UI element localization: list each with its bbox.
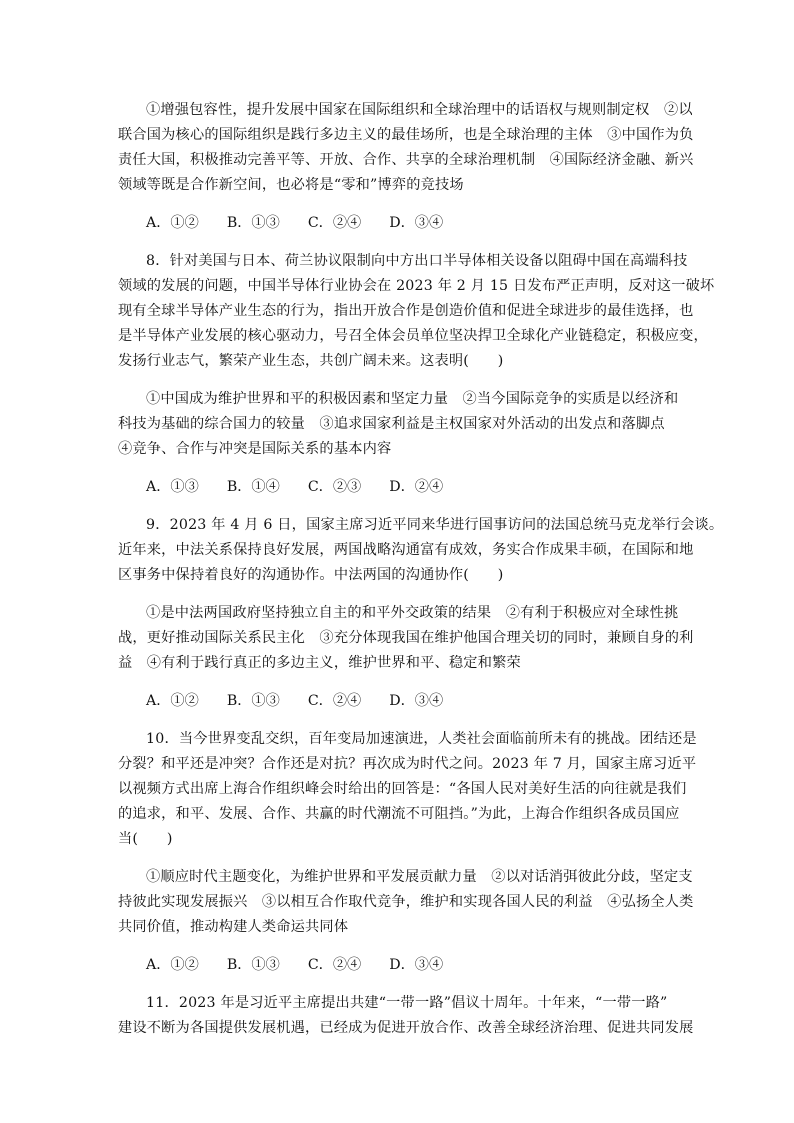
option-a[interactable]: A．①② bbox=[146, 215, 199, 231]
q10-items bbox=[118, 865, 694, 940]
q9-stem bbox=[118, 513, 724, 588]
q10-stem bbox=[118, 727, 697, 852]
q8-options bbox=[118, 475, 678, 500]
option-d[interactable]: D．③④ bbox=[389, 957, 444, 973]
option-a[interactable]: A．①③ bbox=[146, 479, 199, 495]
document-page bbox=[118, 98, 724, 1054]
text-line: 建设不断为各国提供发展机遇，已经成为促进开放合作、改善全球经济治理、促进共同发展 bbox=[118, 1020, 694, 1036]
q7-items bbox=[118, 98, 694, 198]
q8-items bbox=[118, 387, 678, 462]
option-b[interactable]: B．①③ bbox=[226, 693, 280, 709]
text-line: ④竞争、合作与冲突是国际关系的基本内容 bbox=[118, 441, 392, 457]
option-a[interactable]: A．①② bbox=[146, 957, 199, 973]
text-line: 区事务中保持着良好的沟通协作。中法两国的沟通协作( ) bbox=[118, 567, 504, 583]
option-a[interactable]: A．①② bbox=[146, 693, 199, 709]
text-line: 现有全球半导体产业生态的行为，指出开放合作是创造价值和促进全球进步的最佳选择，也 bbox=[118, 303, 694, 319]
q8-stem-text bbox=[118, 249, 715, 374]
text-line: 10．当今世界变乱交织，百年变局加速演进，人类社会面临前所未有的挑战。团结还是 bbox=[146, 731, 697, 747]
text-line: 以视频方式出席上海合作组织峰会时给出的回答是：“各国人民对美好生活的向往就是我们 bbox=[118, 781, 687, 797]
q10-stem-text bbox=[118, 727, 697, 852]
text-line: 当( ) bbox=[118, 831, 173, 847]
q7-items-text bbox=[118, 98, 694, 198]
option-d[interactable]: D．③④ bbox=[389, 215, 444, 231]
q9-items bbox=[118, 601, 694, 676]
text-line: 科技为基础的综合国力的较量 ③追求国家利益是主权国家对外活动的出发点和落脚点 bbox=[118, 416, 665, 432]
q10-items-text bbox=[118, 865, 694, 940]
text-line: 领域等既是合作新空间，也必将是“零和”博弈的竞技场 bbox=[118, 177, 464, 193]
text-line: 8．针对美国与日本、荷兰协议限制向中方出口半导体相关设备以阻碍中国在高端科技 bbox=[146, 253, 688, 269]
text-line: ①是中法两国政府坚持独立自主的和平外交政策的结果 ②有利于积极应对全球性挑 bbox=[146, 605, 679, 621]
q8-items-text bbox=[118, 387, 678, 462]
text-line: 的追求，和平、发展、合作、共赢的时代潮流不可阻挡。”为此，上海合作组织各成员国应 bbox=[118, 806, 680, 822]
q7-options bbox=[118, 211, 678, 236]
option-d[interactable]: D．③④ bbox=[389, 693, 444, 709]
text-line: 领域的发展的问题，中国半导体行业协会在 2023 年 2 月 15 日发布严正声明，反对这一破坏 bbox=[118, 278, 715, 294]
text-line: 发扬行业志气，繁荣产业生态，共创广阔未来。这表明( ) bbox=[118, 353, 504, 369]
text-line: 9．2023 年 4 月 6 日，国家主席习近平同来华进行国事访问的法国总统马克龙举行会谈。 bbox=[146, 517, 724, 533]
text-line: ①中国成为维护世界和平的积极因素和坚定力量 ②当今国际竞争的实质是以经济和 bbox=[146, 391, 679, 407]
q8-stem bbox=[118, 249, 715, 374]
option-b[interactable]: B．①③ bbox=[226, 215, 280, 231]
text-line: 是半导体产业发展的核心驱动力，号召全体会员单位坚决捍卫全球化产业链稳定，积极应变， bbox=[118, 328, 708, 344]
q11-stem-text bbox=[118, 991, 694, 1041]
option-c[interactable]: C．②④ bbox=[307, 957, 362, 973]
option-c[interactable]: C．②④ bbox=[307, 215, 362, 231]
text-line: 11．2023 年是习近平主席提出共建“一带一路”倡议十周年。十年来，“一带一路” bbox=[146, 995, 668, 1011]
text-line: 分裂？和平还是冲突？合作还是对抗？再次成为时代之问。2023 年 7 月，国家主席习近平 bbox=[118, 756, 697, 772]
option-d[interactable]: D．②④ bbox=[389, 479, 444, 495]
option-c[interactable]: C．②④ bbox=[307, 693, 362, 709]
text-line: 联合国为核心的国际组织是践行多边主义的最佳场所，也是全球治理的主体 ③中国作为负 bbox=[118, 127, 694, 143]
option-b[interactable]: B．①④ bbox=[226, 479, 280, 495]
text-line: 持彼此实现发展振兴 ③以相互合作取代竞争，维护和实现各国人民的利益 ④弘扬全人类 bbox=[118, 894, 694, 910]
option-b[interactable]: B．①③ bbox=[226, 957, 280, 973]
text-line: 共同价值，推动构建人类命运共同体 bbox=[118, 919, 349, 935]
q10-options bbox=[118, 953, 678, 978]
text-line: 责任大国，积极推动完善平等、开放、合作、共享的全球治理机制 ④国际经济金融、新兴 bbox=[118, 152, 694, 168]
option-c[interactable]: C．②③ bbox=[307, 479, 362, 495]
q9-stem-text bbox=[118, 513, 724, 588]
q11-stem bbox=[118, 991, 694, 1041]
text-line: ①增强包容性，提升发展中国家在国际组织和全球治理中的话语权与规则制定权 ②以 bbox=[146, 102, 693, 118]
text-line: ①顺应时代主题变化，为维护世界和平发展贡献力量 ②以对话消弭彼此分歧，坚定支 bbox=[146, 869, 693, 885]
q9-items-text bbox=[118, 601, 694, 676]
text-line: 益 ④有利于践行真正的多边主义，维护世界和平、稳定和繁荣 bbox=[118, 655, 521, 671]
q9-options bbox=[118, 689, 678, 714]
text-line: 近年来，中法关系保持良好发展，两国战略沟通富有成效，务实合作成果丰硕，在国际和地 bbox=[118, 542, 694, 558]
text-line: 战，更好推动国际关系民主化 ③充分体现我国在维护他国合理关切的同时，兼顾自身的利 bbox=[118, 630, 694, 646]
